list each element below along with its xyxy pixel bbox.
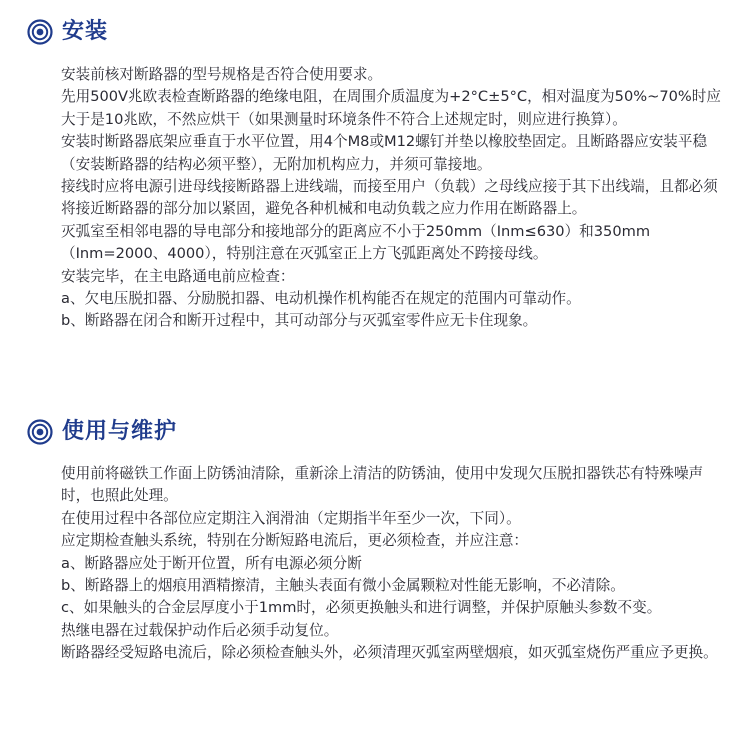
usage-paragraph: b、断路器上的烟痕用酒精擦清，主触头表面有微小金属颗粒对性能无影响，不必清除。 (61, 577, 625, 595)
install-paragraph: a、欠电压脱扣器、分励脱扣器、电动机操作机构能否在规定的范围内可靠动作。 (61, 290, 581, 308)
usage-section (0, 414, 750, 665)
target-circle-icon (27, 419, 53, 445)
install-heading (27, 14, 750, 50)
install-paragraph: b、断路器在闭合和断开过程中，其可动部分与灭弧室零件应无卡住现象。 (61, 312, 538, 330)
install-title: 安装 (62, 19, 109, 44)
usage-paragraph: 热继电器在过载保护动作后必须手动复位。 (61, 621, 339, 639)
install-body (61, 64, 731, 333)
usage-paragraph: c、如果触头的合金层厚度小于1mm时，必须更换触头和进行调整，并保护原触头参数不变。 (61, 599, 662, 617)
install-paragraph: 先用500V兆欧表检查断路器的绝缘电阻，在周围介质温度为+2°C±5°C，相对温度为50%~70%时应大于是10兆欧，不然应烘干（如果测量时环境条件不符合上述规定时，则应进行换算）。 (61, 88, 721, 128)
install-paragraph: 接线时应将电源引进母线接断路器上进线端，而接至用户（负载）之母线应接于其下出线端，且都必须将接近断路器的部分加以紧固，避免各种机械和电动负载之应力作用在断路器上。 (61, 178, 718, 218)
usage-paragraph: 使用前将磁铁工作面上防锈油清除，重新涂上清洁的防锈油，使用中发现欠压脱扣器铁芯有特殊噪声时，也照此处理。 (61, 465, 704, 505)
usage-title: 使用与维护 (62, 419, 178, 444)
usage-body (61, 463, 731, 665)
install-paragraph: 灭弧室至相邻电器的导电部分和接地部分的距离应不小于250mm（Inm≤630）和350mm（Inm=2000、4000），特别注意在灭弧室正上方飞弧距离处不跨接母线。 (61, 222, 651, 263)
usage-heading (27, 414, 750, 450)
target-circle-icon (27, 19, 53, 45)
usage-paragraph: 应定期检查触头系统，特别在分断短路电流后，更必须检查，并应注意： (61, 532, 529, 550)
usage-paragraph: a、断路器应处于断开位置，所有电源必须分断 (61, 554, 362, 572)
usage-paragraph: 在使用过程中各部位应定期注入润滑油（定期指半年至少一次，下同）。 (61, 509, 521, 527)
usage-paragraph: 断路器经受短路电流后，除必须检查触头外，必须清理灭弧室两壁烟痕，如灭弧室烧伤严重应予更换。 (61, 644, 718, 662)
install-paragraph: 安装前核对断路器的型号规格是否符合使用要求。 (61, 66, 383, 83)
install-paragraph: 安装时断路器底架应垂直于水平位置，用4个M8或M12螺钉并垫以橡胶垫固定。且断路器应安装平稳（安装断路器的结构必须平整），无附加机构应力，并须可靠接地。 (61, 133, 708, 173)
install-section (0, 14, 750, 333)
install-paragraph: 安装完毕，在主电路通电前应检查： (61, 267, 295, 285)
